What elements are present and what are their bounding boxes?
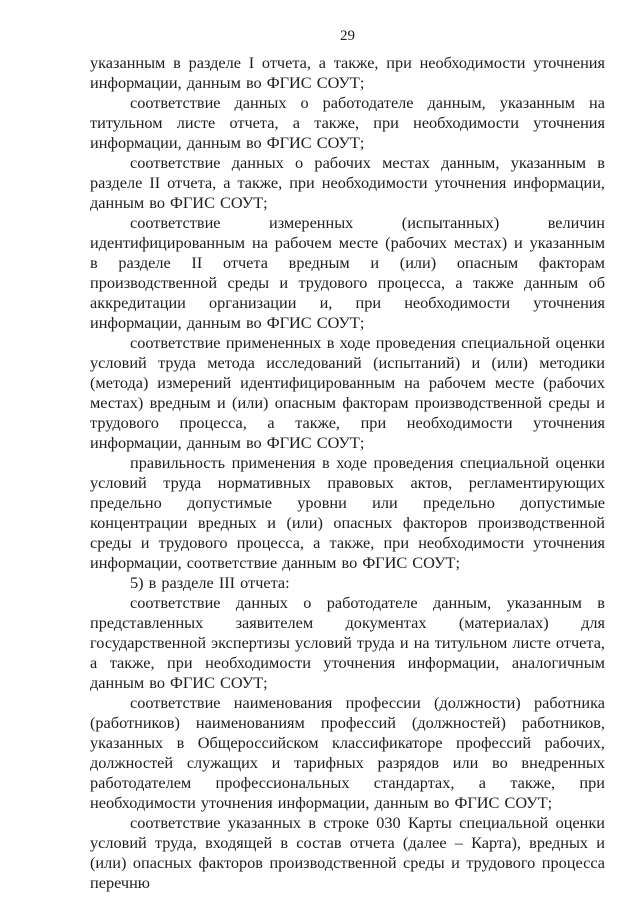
page-number: 29: [340, 28, 355, 44]
paragraph-cut-off: соответствие указанных в строке 030 Карты специальной оценки условий труда, входящей в состав отчета (далее – Карта), вредных и (или) опасных факторов производственной среды и трудового процесса перечню: [90, 813, 605, 892]
paragraph-continuation: указанным в разделе I отчета, а также, при необходимости уточнения информации, данным во ФГИС СОУТ;: [90, 53, 605, 92]
paragraph: соответствие данных о работодателе данным, указанным в представленных заявителем документах (материалах) для государственной экспертизы условий труда и на титульном листе отчета, а также, при необходимости уточнения информации, аналогичным данным во ФГИС СОУТ;: [90, 593, 605, 692]
paragraph-list-item: 5) в разделе III отчета:: [130, 573, 290, 592]
document-body: [90, 53, 605, 893]
paragraph: соответствие данных о работодателе данным, указанным на титульном листе отчета, а также, при необходимости уточнения информации, данным во ФГИС СОУТ;: [90, 93, 605, 152]
paragraph: соответствие данных о рабочих местах данным, указанным в разделе II отчета, а также, при необходимости уточнения информации, данным во ФГИС СОУТ;: [90, 153, 605, 212]
paragraph: соответствие измеренных (испытанных) величин идентифицированным на рабочем месте (рабочих местах) и указанным в разделе II отчета вредным и (или) опасным факторам производственной среды и трудового процесса, а также данным об аккредитации организации и, при необходимости уточнения информации, данным во ФГИС СОУТ;: [90, 213, 605, 332]
paragraph: соответствие наименования профессии (должности) работника (работников) наименованиям профессий (должностей) работников, указанных в Общероссийском классификаторе профессий рабочих, должностей служащих и тарифных разрядов или во внедренных работодателем профессиональных стандартах, а также, при необходимости уточнения информации, данным во ФГИС СОУТ;: [90, 693, 605, 812]
paragraph: правильность применения в ходе проведения специальной оценки условий труда нормативных правовых актов, регламентирующих предельно допустимые уровни или предельно допустимые концентрации вредных и (или) опасных факторов производственной среды и трудового процесса, а также, при необходимости уточнения информации, соответствие данным во ФГИС СОУТ;: [90, 453, 605, 572]
paragraph: соответствие примененных в ходе проведения специальной оценки условий труда метода исследований (испытаний) и (или) методики (метода) измерений идентифицированным на рабочем месте (рабочих местах) вредным и (или) опасным факторам производственной среды и трудового процесса, а также, при необходимости уточнения информации, данным во ФГИС СОУТ;: [90, 333, 605, 452]
